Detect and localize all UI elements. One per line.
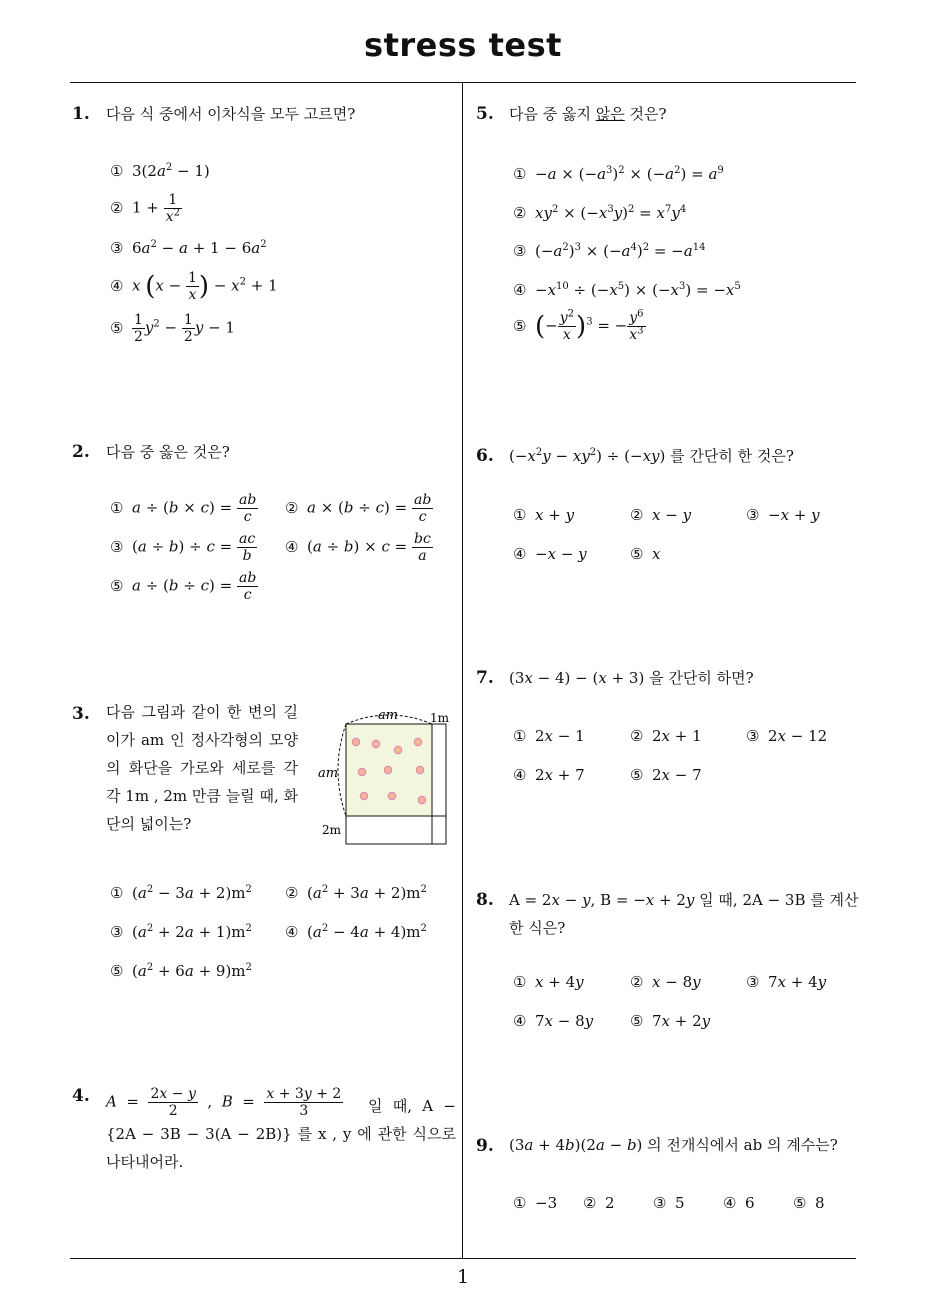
option-2[interactable]: ② a × (b ÷ c) = $\frac{ab}{c}$ — [285, 492, 432, 525]
fig-label-right: 1m — [430, 711, 450, 725]
option-3[interactable]: ③ $6a^2 - a + 1 - 6a^2$ — [110, 239, 267, 257]
option-4[interactable]: ④ $-x^{10} \div (-x^5) \times (-x^3) = -x^5$ — [513, 281, 741, 299]
option-1[interactable]: ① $(a^2 - 3a + 2)m^2$ — [110, 884, 252, 902]
option-2[interactable]: ② $(a^2 + 3a + 2)m^2$ — [285, 884, 427, 902]
page-title: stress test — [364, 26, 562, 64]
question-prompt: 다음 식 중에서 이차식을 모두 고르면? — [106, 105, 356, 123]
option-3[interactable]: ③ 2x − 12 — [746, 727, 828, 745]
option-4[interactable]: ④ 2x + 7 — [513, 766, 585, 784]
option-5[interactable]: ⑤ 2x − 7 — [630, 766, 702, 784]
option-2[interactable]: ② 2 — [583, 1194, 615, 1212]
question-number: 8. — [476, 890, 494, 910]
option-1[interactable]: ① x + y — [513, 506, 575, 524]
question-prompt: 다음 중 옳은 것은? — [106, 443, 230, 461]
option-2[interactable]: ② 1 + $\frac{1}{x^2}$ — [110, 192, 180, 225]
option-5[interactable]: ⑤ a ÷ (b ÷ c) = $\frac{ab}{c}$ — [110, 570, 257, 603]
option-1[interactable]: ① $3(2a^2 - 1)$ — [110, 162, 210, 180]
option-3[interactable]: ③ −x + y — [746, 506, 820, 524]
option-5[interactable]: ⑤ x — [630, 545, 661, 563]
option-4[interactable]: ④ −x − y — [513, 545, 587, 563]
question-prompt: A = 2x − y, B = −x + 2y 일 때, 2A − 3B 를 계산한 식은? — [509, 891, 859, 937]
question-definitions: A = $\frac{2x - y}{2}$ , B = $\frac{x + 3y + 2}{3}$ — [106, 1086, 342, 1119]
column-divider — [462, 82, 463, 1258]
option-4[interactable]: ④ 6 — [723, 1194, 755, 1212]
question-number: 3. — [72, 704, 90, 724]
option-5[interactable]: ⑤ (− $\frac{y^2}{x}$ )$^3$ = − $\frac{y^6}{x^3}$ — [513, 308, 644, 343]
option-3[interactable]: ③ (a ÷ b) ÷ c = $\frac{ac}{b}$ — [110, 531, 256, 564]
option-4[interactable]: ④ 7x − 8y — [513, 1012, 594, 1030]
option-5[interactable]: ⑤ $(a^2 + 6a + 9)m^2$ — [110, 962, 252, 980]
option-4[interactable]: ④ $(a^2 - 4a + 4)m^2$ — [285, 923, 427, 941]
option-2[interactable]: ② x − 8y — [630, 973, 701, 991]
question-prompt: 다음 중 옳지 않은 것은? — [509, 105, 667, 123]
option-1[interactable]: ① $-a \times (-a^3)^2 \times (-a^2) = a^9$ — [513, 165, 724, 183]
question-number: 5. — [476, 104, 494, 124]
question-number: 4. — [72, 1086, 90, 1106]
option-1[interactable]: ① 2x − 1 — [513, 727, 585, 745]
question-number: 2. — [72, 442, 90, 462]
option-5[interactable]: ⑤ 7x + 2y — [630, 1012, 711, 1030]
question-prompt: $(-x^2y - xy^2) \div (-xy)$ 를 간단히 한 것은? — [509, 447, 794, 465]
question-prompt: 다음 그림과 같이 한 변의 길이가 am 인 정사각형의 모양의 화단을 가로와 세로를 각각 1m , 2m 만큼 늘릴 때, 화단의 넓이는? — [106, 703, 298, 833]
option-3[interactable]: ③ 7x + 4y — [746, 973, 827, 991]
option-1[interactable]: ① x + 4y — [513, 973, 584, 991]
top-rule — [70, 82, 856, 83]
question-number: 9. — [476, 1136, 494, 1156]
question-prompt: 일 때, A − {2A − 3B − 3(A − 2B)} 를 x , y 에 관한 식으로 나타내어라. — [106, 1097, 456, 1171]
question-number: 7. — [476, 668, 494, 688]
question-prompt: (3a + 4b)(2a − b) 의 전개식에서 ab 의 계수는? — [509, 1136, 838, 1154]
fig-label-side: am — [318, 766, 339, 781]
option-2[interactable]: ② $xy^2 \times (-x^3y)^2 = x^7y^4$ — [513, 204, 687, 222]
garden-figure — [316, 706, 456, 848]
option-4[interactable]: ④ (a ÷ b) × c = $\frac{bc}{a}$ — [285, 531, 431, 564]
question-number: 1. — [72, 104, 90, 124]
option-3[interactable]: ③ 5 — [653, 1194, 685, 1212]
option-3[interactable]: ③ $(-a^2)^3 \times (-a^4)^2 = -a^{14}$ — [513, 242, 706, 260]
question-prompt: (3x − 4) − (x + 3) 을 간단히 하면? — [509, 669, 754, 687]
question-number: 6. — [476, 446, 494, 466]
option-1[interactable]: ① −3 — [513, 1194, 558, 1212]
option-2[interactable]: ② x − y — [630, 506, 692, 524]
bottom-rule — [70, 1258, 856, 1259]
option-2[interactable]: ② 2x + 1 — [630, 727, 702, 745]
fig-label-top: am — [378, 708, 399, 723]
option-3[interactable]: ③ $(a^2 + 2a + 1)m^2$ — [110, 923, 252, 941]
page-number: 1 — [456, 1266, 470, 1288]
option-5[interactable]: ⑤ 8 — [793, 1194, 825, 1212]
option-4[interactable]: ④ x (x − $\frac{1}{x}$ ) − $x^2 + 1$ — [110, 270, 278, 303]
fig-label-bottom: 2m — [322, 823, 342, 837]
option-1[interactable]: ① a ÷ (b × c) = $\frac{ab}{c}$ — [110, 492, 257, 525]
option-5[interactable]: ⑤ $\frac{1}{2}$ $y^2$ − $\frac{1}{2}$ y − 1 — [110, 312, 235, 345]
